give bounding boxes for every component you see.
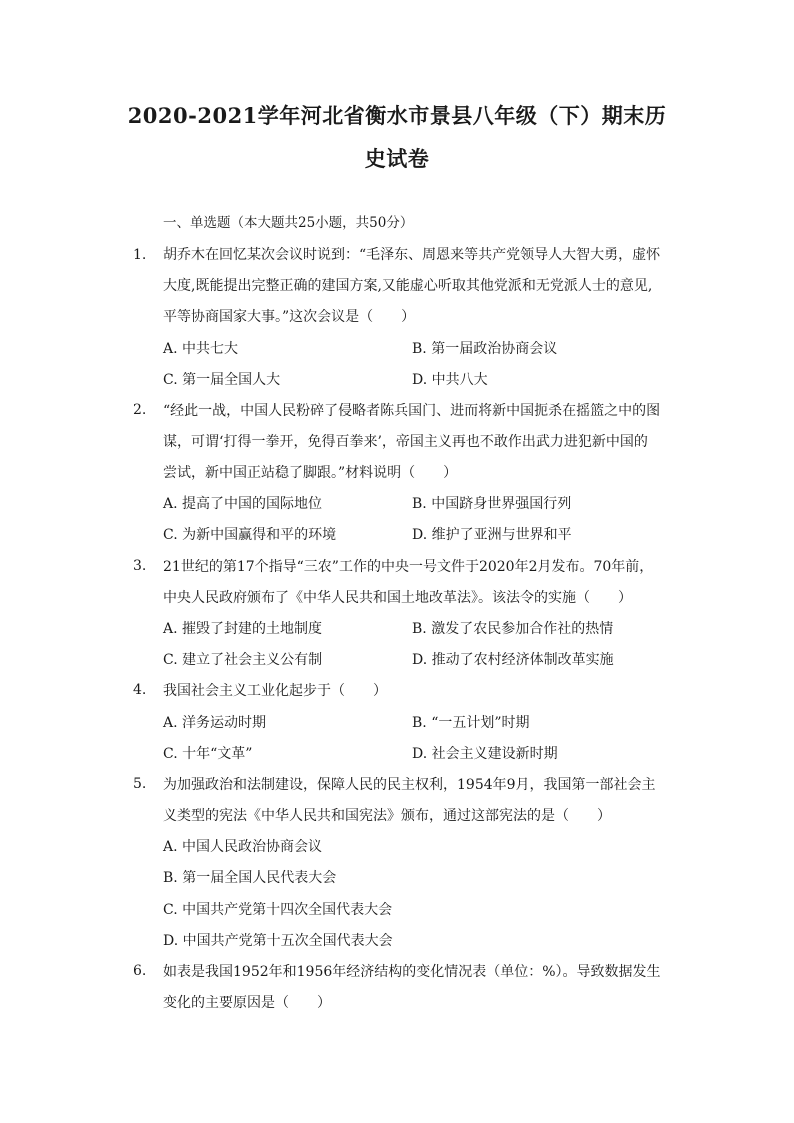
option-d: D. 推动了农村经济体制改革实施: [412, 652, 614, 668]
question-number: 6.: [133, 963, 147, 979]
option-a: A. 摧毁了封建的土地制度: [163, 621, 323, 637]
question-text-line: 21世纪的第17个指导“三农”工作的中央一号文件于2020年2月发布。70年前，: [163, 559, 654, 575]
option-a: A. 中国人民政治协商会议: [163, 839, 323, 855]
question-number: 5.: [133, 776, 147, 792]
section-header: 一、单选题（本大题共25小题，共50分）: [163, 215, 414, 231]
question-text-line: 我国社会主义工业化起步于（ ）: [163, 683, 387, 699]
question-text-line: 胡乔木在回忆某次会议时说到：“毛泽东、周恩来等共产党领导人大智大勇，虚怀: [163, 247, 661, 263]
option-b: B. “一五计划”时期: [412, 715, 530, 731]
option-c: C. 为新中国赢得和平的环境: [163, 527, 337, 543]
question-number: 3.: [133, 558, 147, 574]
option-b: B. 第一届政治协商会议: [412, 341, 558, 357]
exam-title-line-2: 史试卷: [364, 146, 430, 171]
option-c: C. 十年“文革”: [163, 746, 253, 762]
option-b: B. 第一届全国人民代表大会: [163, 870, 337, 886]
question-number: 4.: [133, 682, 147, 698]
option-d: D. 中共八大: [412, 372, 488, 388]
option-d: D. 维护了亚洲与世界和平: [412, 527, 572, 543]
option-d: D. 社会主义建设新时期: [412, 746, 558, 762]
option-c: C. 建立了社会主义公有制: [163, 652, 323, 668]
option-a: A. 中共七大: [163, 341, 239, 357]
question-text-line: 大度,既能提出完整正确的建国方案,又能虚心听取其他党派和无党派人士的意见,: [163, 278, 653, 294]
question-text-line: 平等协商国家大事。”这次会议是（ ）: [163, 309, 416, 325]
option-b: B. 中国跻身世界强国行列: [412, 496, 572, 512]
option-c: C. 第一届全国人大: [163, 372, 281, 388]
option-a: A. 洋务运动时期: [163, 715, 267, 731]
question-text-line: 为加强政治和法制建设，保障人民的民主权利，1954年9月，我国第一部社会主: [163, 777, 656, 793]
question-text-line: 义类型的宪法《中华人民共和国宪法》颁布，通过这部宪法的是（ ）: [163, 808, 611, 824]
question-text-line: 变化的主要原因是（ ）: [163, 995, 331, 1011]
question-text-line: 中央人民政府颁布了《中华人民共和国土地改革法》。该法令的实施（ ）: [163, 590, 632, 606]
option-c: C. 中国共产党第十四次全国代表大会: [163, 902, 393, 918]
option-a: A. 提高了中国的国际地位: [163, 496, 323, 512]
question-number: 2.: [133, 402, 147, 418]
question-text-line: 谋，可谓‘打得一拳开，免得百拳来’，帝国主义再也不敢作出武力进犯新中国的: [163, 434, 648, 450]
exam-title-line-1: 2020-2021学年河北省衡水市景县八年级（下）期末历: [127, 103, 667, 128]
option-d: D. 中国共产党第十五次全国代表大会: [163, 933, 393, 949]
question-text-line: 尝试，新中国正站稳了脚跟。”材料说明（ ）: [163, 465, 458, 481]
question-number: 1.: [133, 247, 147, 263]
option-b: B. 激发了农民参加合作社的热情: [412, 621, 614, 637]
question-text-line: 如表是我国1952年和1956年经济结构的变化情况表（单位：%）。导致数据发生: [163, 964, 661, 980]
question-text-line: “经此一战，中国人民粉碎了侵略者陈兵国门、进而将新中国扼杀在摇篮之中的图: [163, 403, 661, 419]
